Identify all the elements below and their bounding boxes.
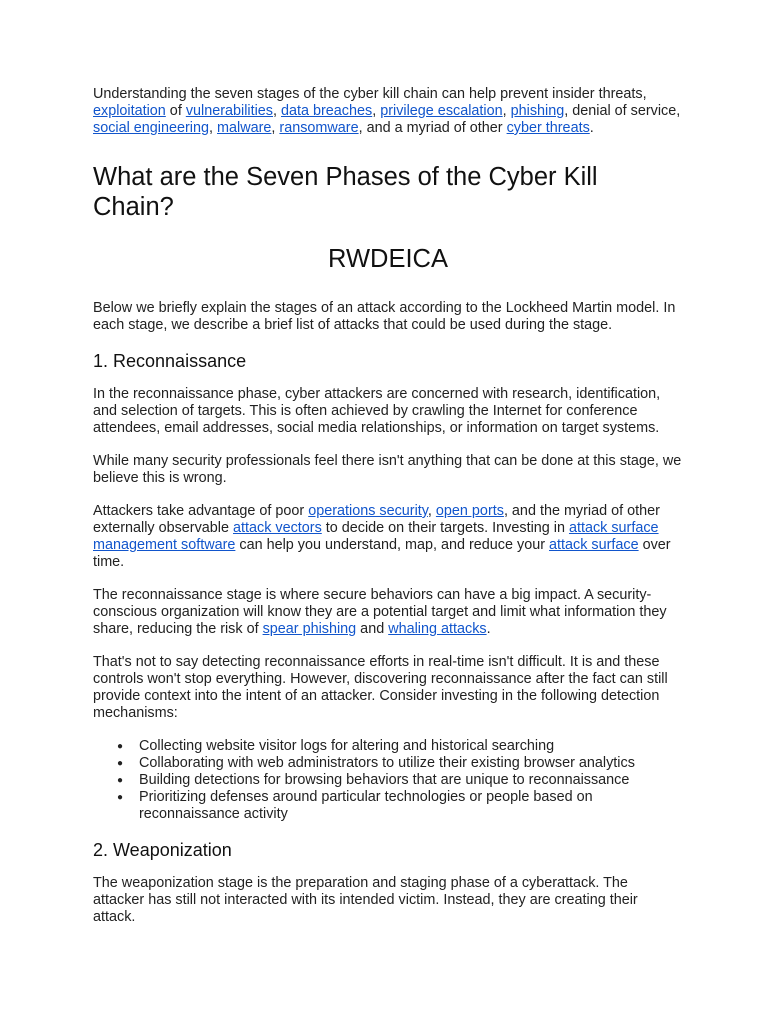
- paragraph-text: ,: [427, 503, 436, 519]
- link-open-ports[interactable]: open ports: [435, 503, 504, 519]
- intro-text: ,: [209, 120, 218, 136]
- link-attack-surface[interactable]: attack surface: [549, 537, 639, 553]
- paragraph-text: to decide on their targets. Investing in: [321, 520, 569, 536]
- bullet-icon: ●: [117, 758, 124, 769]
- intro-text: ,: [271, 120, 280, 136]
- link-privilege-escalation[interactable]: privilege escalation: [380, 103, 503, 119]
- intro-text: ,: [372, 103, 381, 119]
- spacer: [93, 722, 683, 738]
- lead-paragraph: Below we briefly explain the stages of an attack according to the Lockheed Martin model. In each stage, we describe a brief list of attacks that could be used during the stage.: [93, 300, 676, 333]
- paragraph-text: can help you understand, map, and reduce your: [235, 537, 549, 553]
- page-subtitle: RWDEICA: [328, 245, 448, 273]
- page-title: What are the Seven Phases of the Cyber Kill Chain?: [93, 163, 598, 221]
- spacer: [93, 823, 683, 839]
- reconnaissance-paragraph-4: [93, 587, 683, 638]
- bullet-icon: ●: [117, 792, 124, 803]
- intro-paragraph: [93, 86, 683, 137]
- reconnaissance-paragraph-2: While many security professionals feel there isn't anything that can be done at this stage, we believe this is wrong.: [93, 453, 682, 486]
- list-item-text: Building detections for browsing behaviors that are unique to reconnaissance: [139, 772, 630, 788]
- link-spear-phishing[interactable]: spear phishing: [262, 621, 357, 637]
- reconnaissance-paragraph-5: That's not to say detecting reconnaissance efforts in real-time isn't difficult. It is and these controls won't stop everything. However, discovering reconnaissance after the fact can still provide context into the intent of an attacker. Consider investing in the following detection mechanisms:: [93, 654, 668, 721]
- spacer: [93, 372, 683, 386]
- list-item: [117, 755, 683, 772]
- list-item-text: Prioritizing defenses around particular technologies or people based on reconnaissance activity: [139, 789, 593, 822]
- paragraph-text: Attackers take advantage of poor: [93, 503, 309, 519]
- list-item-text: Collaborating with web administrators to utilize their existing browser analytics: [139, 755, 635, 771]
- link-exploitation[interactable]: exploitation: [93, 103, 166, 119]
- link-phishing[interactable]: phishing: [510, 103, 565, 119]
- intro-text: Understanding the seven stages of the cyber kill chain can help prevent insider threats,: [93, 86, 647, 102]
- weaponization-paragraph-1: The weaponization stage is the preparation and staging phase of a cyberattack. The attacker has still not interacted with its intended victim. Instead, they are creating their attack.: [93, 875, 638, 925]
- paragraph-text: and: [356, 621, 389, 637]
- link-vulnerabilities[interactable]: vulnerabilities: [185, 103, 273, 119]
- link-malware[interactable]: malware: [217, 120, 272, 136]
- link-attack-surface-management-software[interactable]: attack surface management software: [93, 520, 659, 553]
- link-whaling-attacks[interactable]: whaling attacks: [388, 621, 487, 637]
- link-operations-security[interactable]: operations security: [308, 503, 428, 519]
- spacer: [93, 487, 683, 503]
- intro-text: , and a myriad of other: [358, 120, 507, 136]
- link-cyber-threats[interactable]: cyber threats: [506, 120, 590, 136]
- paragraph-text: , and the myriad of other externally observable: [93, 503, 660, 536]
- spacer: [93, 437, 683, 453]
- detection-mechanisms-list: [93, 738, 683, 823]
- intro-text: ,: [502, 103, 511, 119]
- paragraph-text: over time.: [93, 537, 671, 570]
- spacer: [93, 638, 683, 654]
- intro-text: , denial of service,: [564, 103, 681, 119]
- list-item-text: Collecting website visitor logs for altering and historical searching: [139, 738, 555, 754]
- link-social-engineering[interactable]: social engineering: [93, 120, 210, 136]
- intro-text: ,: [273, 103, 281, 119]
- list-item: [117, 772, 683, 789]
- paragraph-text: The reconnaissance stage is where secure behaviors can have a big impact. A security-conscious organization will know they are a potential target and limit what information they share, reducing the risk of: [93, 587, 667, 637]
- intro-text: .: [589, 120, 594, 136]
- reconnaissance-paragraph-3: [93, 503, 683, 571]
- section-title-reconnaissance: 1. Reconnaissance: [93, 351, 247, 371]
- link-ransomware[interactable]: ransomware: [279, 120, 359, 136]
- intro-text: of: [165, 103, 186, 119]
- link-data-breaches[interactable]: data breaches: [281, 103, 373, 119]
- list-item: [117, 738, 683, 755]
- spacer: [93, 334, 683, 350]
- link-attack-vectors[interactable]: attack vectors: [233, 520, 322, 536]
- section-title-weaponization: 2. Weaponization: [93, 840, 232, 860]
- list-item: [117, 789, 683, 823]
- spacer: [93, 571, 683, 587]
- spacer: [93, 274, 683, 300]
- document-page: [93, 86, 683, 926]
- paragraph-text: .: [486, 621, 491, 637]
- bullet-icon: ●: [117, 741, 124, 752]
- reconnaissance-paragraph-1: In the reconnaissance phase, cyber attackers are concerned with research, identification, and selection of targets. This is often achieved by crawling the Internet for conference attendees, email addresses, social media relationships, or information on target systems.: [93, 386, 661, 436]
- bullet-icon: ●: [117, 775, 124, 786]
- spacer: [93, 861, 683, 875]
